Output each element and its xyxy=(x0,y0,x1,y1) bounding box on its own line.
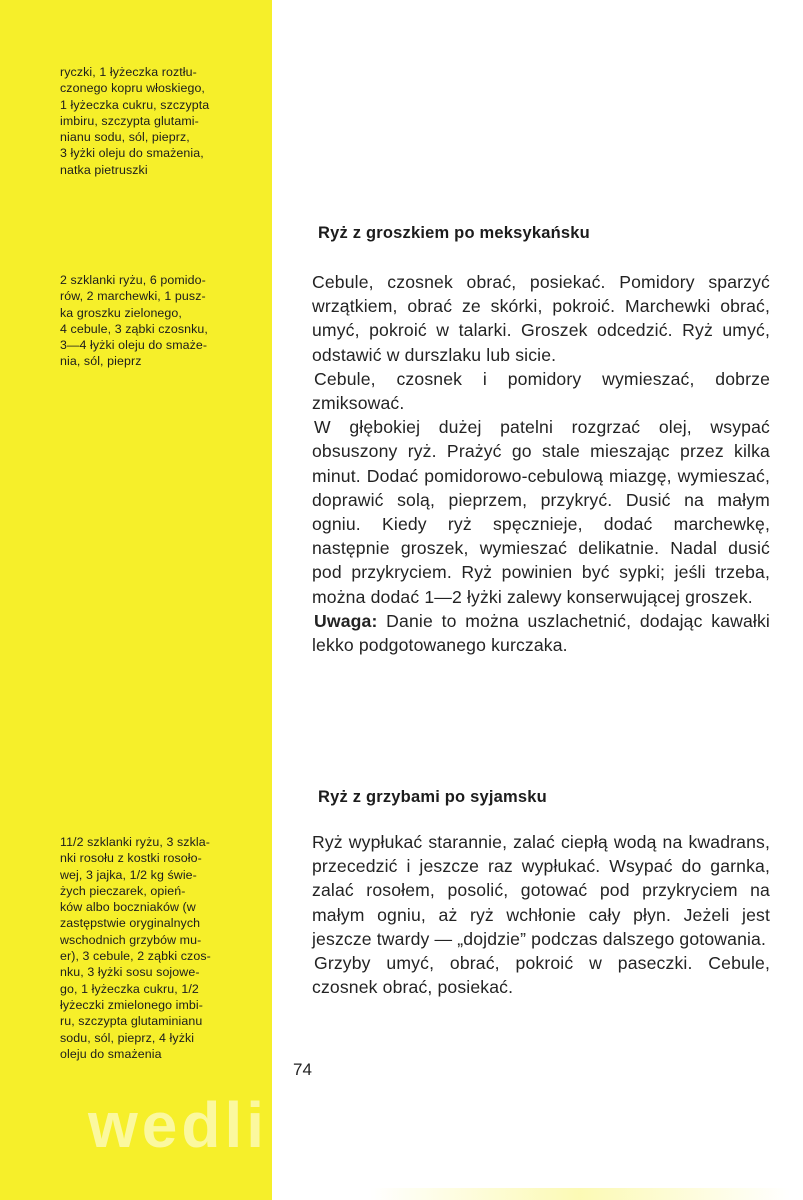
ingredients-list-1: ryczki, 1 łyżeczka roztłu- czonego kopru włoskiego, 1 łyżeczka cukru, szczypta imbiru, szczypta glutami- nianu sodu, sól, pieprz, 3 łyżki oleju do smażenia, natka pietruszki xyxy=(60,65,210,177)
recipe-1-paragraph: W głębokiej dużej patelni rozgrzać olej, wsypać obsuszony ryż. Prażyć go stale mieszając przez kilka minut. Dodać pomidorowo-cebulową miazgę, wymieszać, doprawić solą, pieprzem, przykryć. Dusić na małym ogniu. Kiedy ryż spęcznieje, dodać marchewkę, następnie groszek, wymieszać delikatnie. Nadal dusić pod przykryciem. Ryż powinien być sypki; jeśli trzeba, można dodać 1—2 łyżki zalewy konserwującej groszek. xyxy=(312,417,770,607)
recipe-body-1 xyxy=(312,270,770,657)
watermark: wedlinydomowe.pl xyxy=(88,1089,721,1161)
note-text: Danie to można uszlachetnić, dodając kawałki lekko podgotowanego kurczaka. xyxy=(312,610,770,656)
ingredients-list-3: 11/2 szklanki ryżu, 3 szkla- nki rosołu z kostki rosoło- wej, 3 jajka, 1/2 kg świe- żych pieczarek, opień- ków albo boczniaków (w zastępstwie oryginalnych wschodnich grzybów mu- er), 3 cebule, 2 ząbki czos- nku, 3 łyżki sosu sojowe- go, 1 łyżeczka cukru, 1/2 łyżeczki zmielonego imbi- ru, szczypta glutaminianu sodu, sól, pieprz, 4 łyżki oleju do smażenia xyxy=(60,835,211,1061)
recipe-1-note xyxy=(312,609,770,657)
ingredients-list-2: 2 szklanki ryżu, 6 pomido- rów, 2 marchewki, 1 pusz- ka groszku zielonego, 4 cebule, 3 ząbki czosnku, 3—4 łyżki oleju do smaże- nia, sól, pieprz xyxy=(60,273,208,369)
recipe-2-paragraph: Ryż wypłukać starannie, zalać ciepłą wodą na kwadrans, przecedzić i jeszcze raz wypłukać. Wsypać do garnka, zalać rosołem, posolić, gotować pod przykryciem na małym ogniu, aż ryż wchłonie cały płyn. Jeżeli jest jeszcze twardy — „dojdzie” podczas dalszego gotowania. xyxy=(312,832,770,949)
recipe-1-paragraph: Cebule, czosnek obrać, posiekać. Pomidory sparzyć wrzątkiem, obrać ze skórki, pokroić. Marchewki obrać, umyć, pokroić w talarki. Groszek odcedzić. Ryż umyć, odstawić w durszlaku lub sicie. xyxy=(312,272,770,365)
bottom-edge-shade xyxy=(370,1188,790,1200)
ingredients-sidebar xyxy=(0,0,272,1200)
recipe-title-2: Ryż z grzybami po syjamsku xyxy=(318,788,547,806)
page-number: 74 xyxy=(293,1060,312,1079)
recipe-1-paragraph: Cebule, czosnek i pomidory wymieszać, dobrze zmiksować. xyxy=(312,368,770,414)
recipe-title-1: Ryż z groszkiem po meksykańsku xyxy=(318,224,590,242)
recipe-body-2 xyxy=(312,830,770,999)
note-label: Uwaga: xyxy=(314,610,378,631)
recipe-2-paragraph: Grzyby umyć, obrać, pokroić w paseczki. Cebule, czosnek obrać, posiekać. xyxy=(312,953,770,998)
